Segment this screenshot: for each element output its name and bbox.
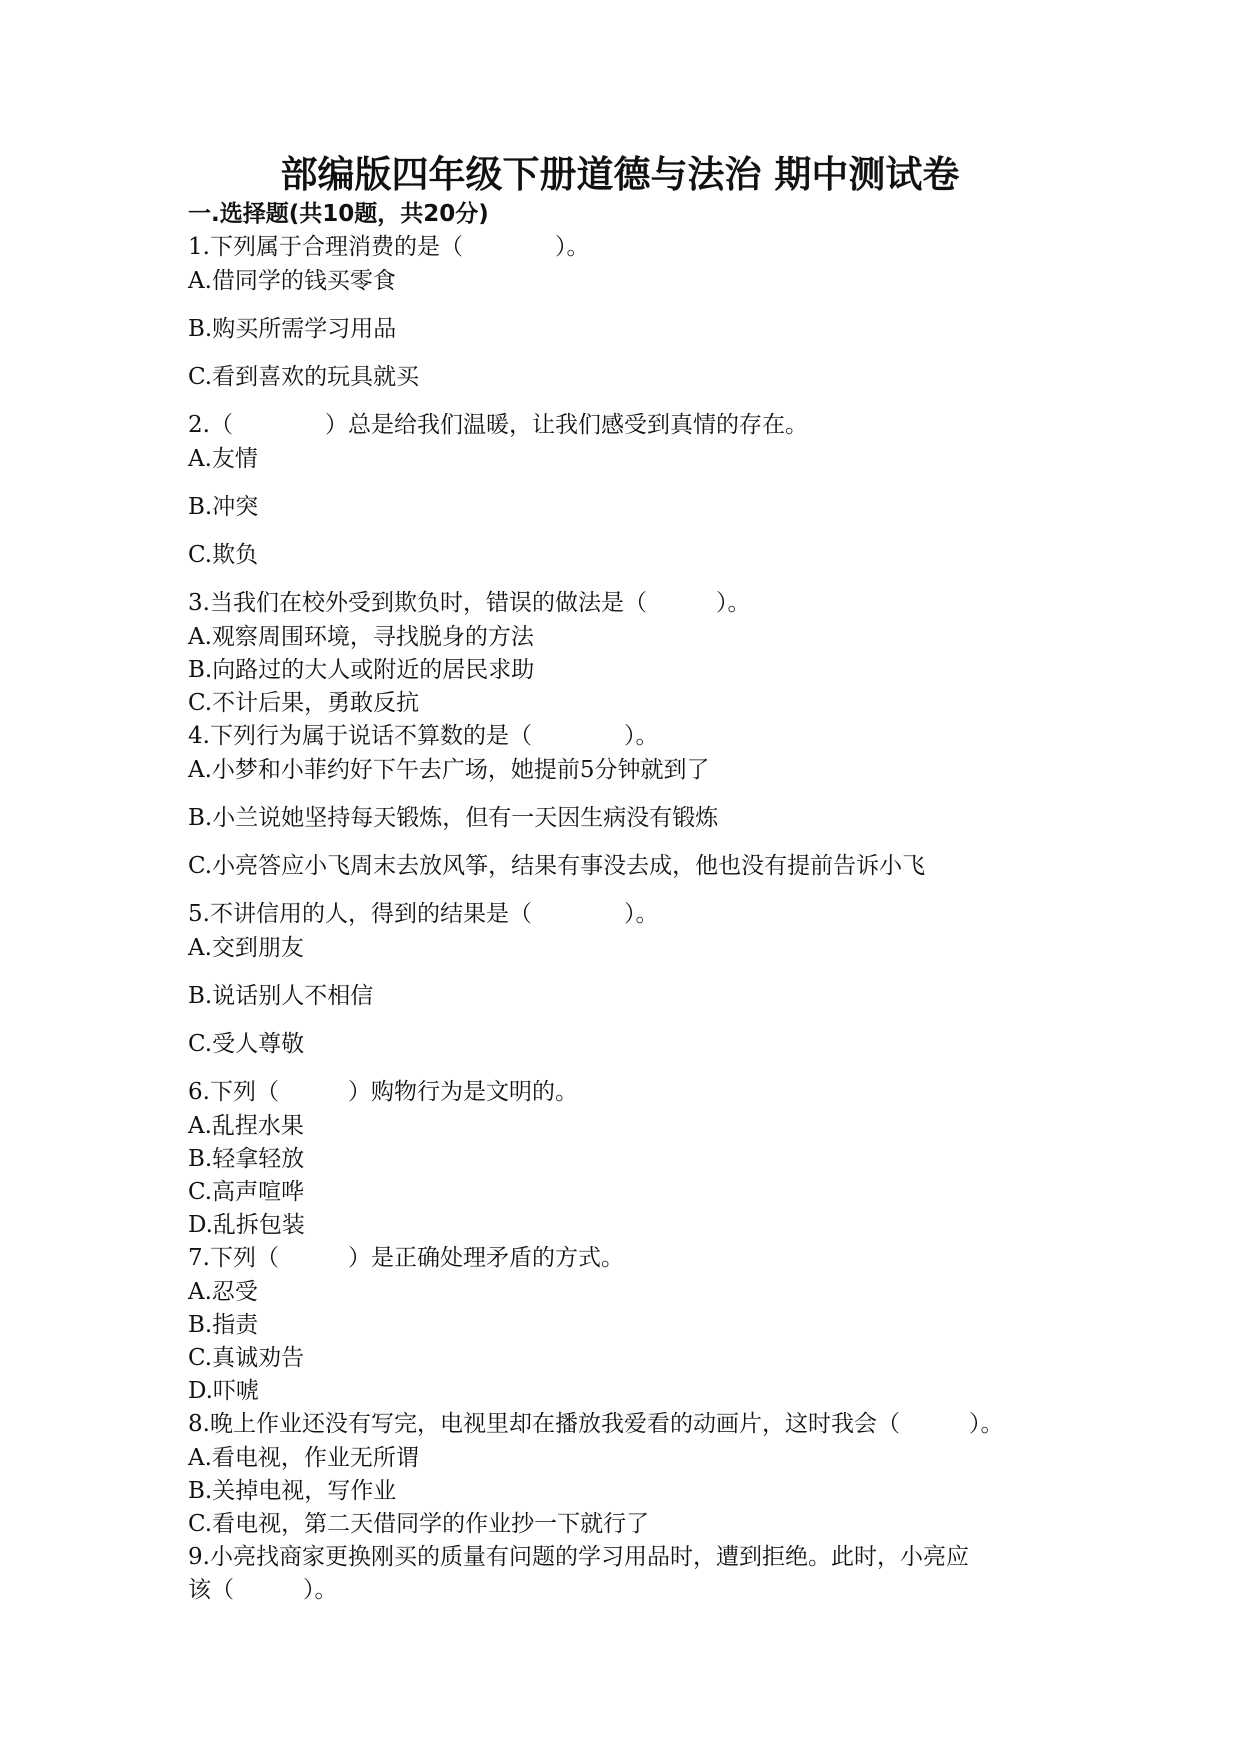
question-4-option-b: B.小兰说她坚持每天锻炼，但有一天因生病没有锻炼 <box>188 805 719 831</box>
question-8-stem: 8.晚上作业还没有写完，电视里却在播放我爱看的动画片，这时我会（ ）。 <box>188 1411 1004 1437</box>
question-5-option-b: B.说话别人不相信 <box>188 983 374 1009</box>
question-8-option-a: A.看电视，作业无所谓 <box>188 1445 419 1471</box>
question-7-option-b: B.指责 <box>188 1312 259 1338</box>
question-5-option-a: A.交到朋友 <box>188 935 304 961</box>
question-7-option-c: C.真诚劝告 <box>188 1345 305 1371</box>
question-2-stem: 2.（ ）总是给我们温暖，让我们感受到真情的存在。 <box>188 412 808 438</box>
page-title: 部编版四年级下册道德与法治 期中测试卷 <box>280 153 960 196</box>
question-2-option-a: A.友情 <box>188 446 258 472</box>
question-3-option-a: A.观察周围环境，寻找脱身的方法 <box>188 624 534 650</box>
question-6-option-c: C.高声喧哗 <box>188 1179 305 1205</box>
question-3-stem: 3.当我们在校外受到欺负时，错误的做法是（ ）。 <box>188 590 751 616</box>
question-6-option-d: D.乱拆包装 <box>188 1212 305 1238</box>
question-6-stem: 6.下列（ ）购物行为是文明的。 <box>188 1079 578 1105</box>
question-8-option-b: B.关掉电视，写作业 <box>188 1478 397 1504</box>
question-2-option-c: C.欺负 <box>188 542 259 568</box>
question-2-option-b: B.冲突 <box>188 494 259 520</box>
question-4-stem: 4.下列行为属于说话不算数的是（ ）。 <box>188 723 659 749</box>
question-6-option-a: A.乱捏水果 <box>188 1113 304 1139</box>
question-5-option-c: C.受人尊敬 <box>188 1031 305 1057</box>
question-4-option-a: A.小梦和小菲约好下午去广场，她提前5分钟就到了 <box>188 757 710 783</box>
question-1-option-b: B.购买所需学习用品 <box>188 316 397 342</box>
question-6-option-b: B.轻拿轻放 <box>188 1146 305 1172</box>
question-3-option-b: B.向路过的大人或附近的居民求助 <box>188 657 535 683</box>
question-7-option-a: A.忍受 <box>188 1279 258 1305</box>
question-5-stem: 5.不讲信用的人，得到的结果是（ ）。 <box>188 901 659 927</box>
question-3-option-c: C.不计后果，勇敢反抗 <box>188 690 420 716</box>
question-1-stem: 1.下列属于合理消费的是（ ）。 <box>188 234 590 260</box>
section-heading: 一.选择题(共10题，共20分) <box>188 201 489 227</box>
question-7-option-d: D.吓唬 <box>188 1378 259 1404</box>
question-9-stem: 9.小亮找商家更换刚买的质量有问题的学习用品时，遭到拒绝。此时，小亮应 <box>188 1544 969 1570</box>
question-1-option-a: A.借同学的钱买零食 <box>188 268 396 294</box>
question-9-stem-continued: 该（ ）。 <box>188 1577 338 1603</box>
question-1-option-c: C.看到喜欢的玩具就买 <box>188 364 420 390</box>
question-4-option-c: C.小亮答应小飞周末去放风筝，结果有事没去成，他也没有提前告诉小飞 <box>188 853 926 879</box>
question-8-option-c: C.看电视，第二天借同学的作业抄一下就行了 <box>188 1511 650 1537</box>
question-7-stem: 7.下列（ ）是正确处理矛盾的方式。 <box>188 1245 624 1271</box>
